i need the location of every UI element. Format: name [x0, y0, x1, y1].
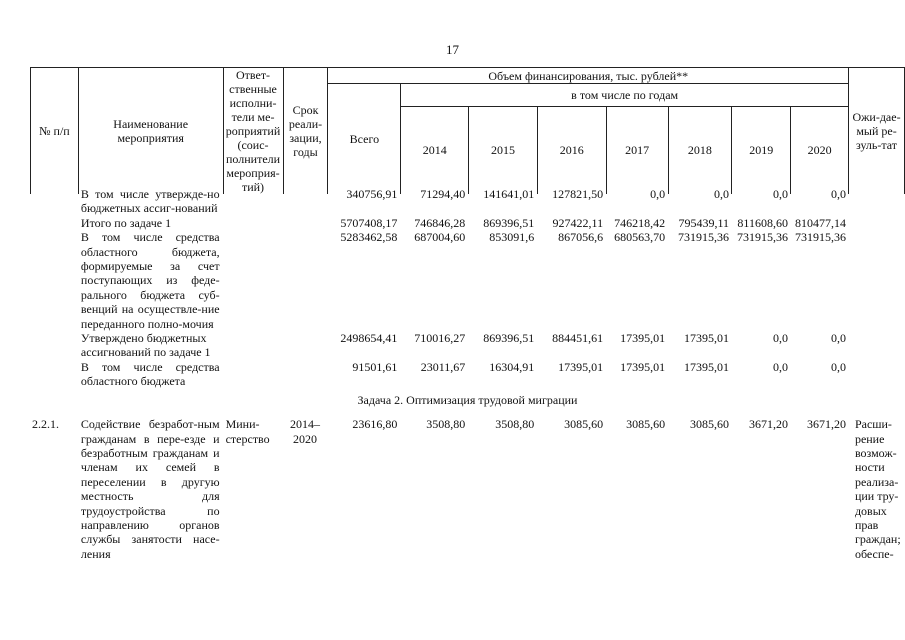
header-term: Срок реали-зации, годы: [283, 68, 328, 195]
row-name: Итого по задаче 1: [80, 215, 172, 230]
row-value: 141641,01: [483, 187, 535, 201]
header-total: Всего: [328, 84, 401, 195]
table-row: [30, 230, 905, 331]
row-value: 127821,50: [552, 187, 604, 201]
task2-title: Задача 2. Оптимизация трудовой миграции: [357, 392, 578, 407]
row-value: 0,0: [714, 187, 729, 201]
row-value: 17395,01: [684, 331, 729, 346]
item-value: 3671,20: [806, 417, 846, 432]
row-value: 927422,11: [552, 215, 604, 230]
item-executor: Мини-стерство: [225, 417, 270, 446]
row-value: 811608,60: [737, 215, 788, 230]
header-year: 2020: [791, 106, 849, 194]
header-year: 2016: [537, 106, 606, 194]
item-value: 3508,80: [426, 417, 466, 432]
row-value: 17395,01: [620, 359, 666, 374]
row-value: 0,0: [772, 359, 788, 374]
row-name: В том числе средства областного бюджета: [80, 359, 220, 389]
row-value: 680563,70: [614, 230, 666, 245]
row-total: 2498654,41: [340, 331, 398, 346]
row-value: 746846,28: [414, 215, 466, 230]
row-value: 746218,42: [614, 215, 666, 230]
item-value: 3085,60: [626, 417, 666, 432]
item-code: 2.2.1.: [32, 417, 59, 432]
header-result: Ожи-дае-мый ре-зуль-тат: [849, 68, 905, 195]
item-name: Содействие безработ-ным гражданам в пере-езде и безработным гражданам и членам их семей в переселении в другую местность для трудоустройства по направлению органов службы занятости насе-ления: [80, 417, 220, 561]
table-row: [30, 360, 905, 389]
item-value: 3085,60: [690, 417, 729, 432]
row-value: 867056,6: [558, 230, 604, 245]
table-header: [30, 67, 905, 194]
header-funding: Объем финансирования, тыс. рублей**: [328, 68, 849, 84]
row-total: 5707408,17: [340, 215, 398, 230]
header-by-years: в том числе по годам: [401, 84, 849, 107]
row-total: 91501,61: [352, 359, 398, 374]
row-name: В том числе средства областного бюджета, формируемые за счет поступающих из феде-рального бюджета суб-венций на осуществле-ние переданного полно-мочия: [80, 230, 220, 331]
row-name: В том числе утвержде-но бюджетных ассиг-нований: [80, 187, 220, 216]
page-number: 17: [446, 42, 459, 57]
table-body: [30, 187, 905, 561]
row-value: 0,0: [772, 187, 788, 201]
table-row: [30, 187, 905, 216]
header-year: 2018: [668, 106, 732, 194]
row-value: 869396,51: [483, 215, 535, 230]
item-total: 23616,80: [352, 417, 398, 432]
row-value: 0,0: [830, 187, 846, 201]
row-value: 17395,01: [684, 359, 729, 374]
row-value: 884451,61: [552, 331, 604, 346]
header-year: 2015: [469, 106, 538, 194]
row-value: 0,0: [830, 331, 846, 346]
row-name: Утверждено бюджетных ассигнований по задаче 1: [80, 331, 211, 360]
row-value: 731915,36: [678, 230, 729, 245]
task-heading-row: [30, 389, 905, 417]
row-value: 17395,01: [620, 331, 666, 346]
row-value: 710016,27: [414, 331, 466, 346]
row-value: 71294,40: [420, 187, 466, 201]
row-value: 810477,14: [794, 215, 846, 230]
item-value: 3671,20: [748, 417, 788, 432]
row-value: 731915,36: [794, 230, 846, 245]
item-result: Расши-рение возмож-ности реализа-ции тру-довых прав граждан; обеспе-: [854, 417, 901, 561]
item-value: 3085,60: [564, 417, 604, 432]
header-executor: Ответ-ственные исполни-тели ме-роприятий (соис-полнители мероприя-тий): [223, 68, 283, 195]
header-year: 2017: [606, 106, 668, 194]
header-name: Наименование мероприятия: [78, 68, 223, 195]
row-value: 0,0: [650, 187, 666, 201]
row-value: 0,0: [830, 359, 846, 374]
item-term: 2014–2020: [290, 417, 320, 446]
row-value: 0,0: [772, 331, 788, 346]
table-row: [30, 331, 905, 360]
row-value: 16304,91: [489, 359, 535, 374]
row-value: 687004,60: [414, 230, 466, 245]
table-row: [30, 417, 905, 561]
row-value: 853091,6: [489, 230, 535, 245]
row-value: 23011,67: [420, 359, 466, 374]
header-number: № п/п: [31, 68, 79, 195]
row-value: 731915,36: [736, 230, 788, 245]
table-row: [30, 216, 905, 230]
row-total: 340756,91: [346, 187, 398, 201]
row-total: 5283462,58: [340, 230, 398, 245]
item-value: 3508,80: [495, 417, 535, 432]
row-value: 869396,51: [483, 331, 535, 346]
row-value: 17395,01: [558, 359, 604, 374]
header-year: 2019: [732, 106, 791, 194]
header-year: 2014: [401, 106, 469, 194]
row-value: 795439,11: [678, 215, 729, 230]
